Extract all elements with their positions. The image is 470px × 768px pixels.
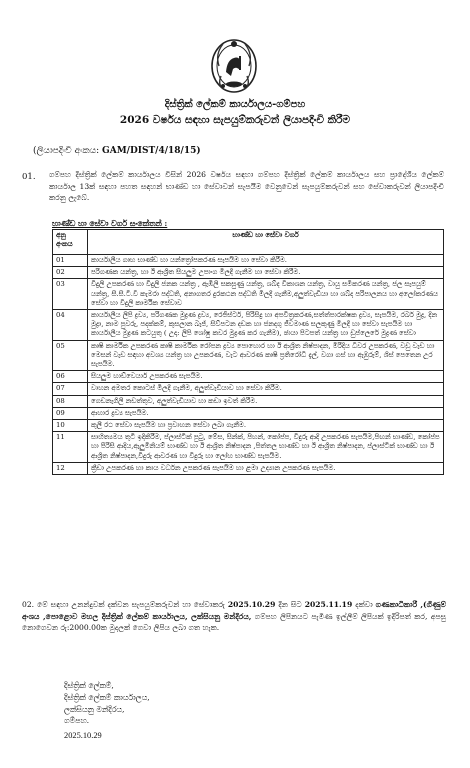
registration-end-date: 2025.11.19 (304, 600, 353, 609)
signature-office: දිස්ත්‍රික් ලේකම් කාර්යාලය, (64, 692, 150, 702)
row-number: 12 (53, 462, 88, 474)
row-number: 02 (53, 267, 88, 279)
reference-label: (ලියාපදිංචි අංකය: (33, 146, 100, 156)
row-number: 08 (53, 395, 88, 407)
table-header-row (53, 230, 444, 255)
row-number: 04 (53, 310, 88, 341)
registration-start-date: 2025.10.29 (227, 600, 276, 609)
table-row (53, 407, 444, 419)
row-number: 05 (53, 340, 88, 371)
row-number: 06 (53, 371, 88, 383)
table-row (53, 267, 444, 279)
table-row (53, 383, 444, 395)
row-number: 03 (53, 279, 88, 310)
schedule-caption: භාණ්ඩ හා සේවා වර්ග සංකේතන් : (52, 219, 168, 228)
document-title: 2026 වර්ෂය සඳහා සැපයුම්කරුවන් ලියාපදිංචි කිරීම (119, 114, 351, 126)
signature-city: ගම්පහ. (64, 716, 90, 726)
table-row (53, 310, 444, 341)
table-row (53, 279, 444, 310)
registration-reference (33, 146, 201, 156)
paragraph-2-text-a: මේ සඳහා උනන්දුවක් දක්වන සැපයුම්කරුවන් හා සේවාකරු (37, 600, 225, 609)
paragraph-2-text-c: දක්වා (355, 600, 373, 609)
row-description: සියලුම හාඩ්වෙයාර් උපකරණ සැපයීම. (88, 371, 444, 383)
paragraph-1-text: ගම්පහ දිස්ත්‍රික් ලේකම් කාර්යාලය විසින් 2026 වර්ෂය සඳහා ගම්පහ දිස්ත්‍රික් ලේකම් කාර්යාලය සහ ප්‍රාදේශීය ලේකම් කාර්යාල 13ක් සඳහා පහත සඳහන් භාණ්ඩ හා සේවාවන් සැපයීම වෙනුවෙන් සැපයුම්කරුවන් සහ සේවාකරුවන් ලියාපදිංචි කරනු ලැබේ. (49, 170, 444, 202)
row-description: වාහන අමතර කොටස් මිලදී ගැනීම, අලුත්වැඩියාව හා සේවා කිරීම. (88, 383, 444, 395)
sri-lanka-emblem-icon (209, 36, 259, 94)
paragraph-2-text-d: ගම්පහ ලිපිනයට පැමිණ ඉල්ලීම් ලිපියක් ඉදිරිපත් කර, අපසු නොගෙවන රු:2000.00ක මුදලක් ගෙවා ලිපිය ලබා ගත හැක. (22, 611, 446, 632)
row-description: ක්‍රීඩා උපකරණ හා කාය වර්ධන උපකරණ සැපයීම හා ළමා උද්‍යාන උපකරණ සැපයීම. (88, 462, 444, 474)
column-header-description: භාණ්ඩ හා සේවා වර්ග (88, 230, 444, 255)
paragraph-2 (22, 599, 446, 634)
signature-date: 2025.10.29 (64, 731, 102, 741)
column-header-number: අනු අංකය (53, 230, 88, 255)
table-row (53, 340, 444, 371)
row-description: ගෙඩනැගිලි නඩත්තුව, අලුත්වැඩියාව හා කඩා ඉවත් කිරීම. (88, 395, 444, 407)
paragraph-1-number: 01. (22, 172, 36, 182)
row-number: 07 (53, 383, 88, 395)
organization-title: දිස්ත්‍රික් ලේකම් කාර්යාලය-ගම්පහ (164, 99, 306, 110)
row-description: කාර්යාලීය ගෘහ භාණ්ඩ හා යන්ත්‍රෝපකරණ සැපයීම හා සේවා කිරීම. (88, 255, 444, 267)
signature-block (64, 680, 150, 742)
row-description: සාහිත්‍යමය තුටි ඉදිකිරීම, ප්ලාස්ටික් පුටු, මේස, සින්ක්, පිහන්, කෝප්ප, විදුරු ආදි උපකරණ සැපයීම,පිඟන් භාණ්ඩ, කෝප්ප හා පීරිසි ආදිය,ඇලුමිනියම් භාණ්ඩ හා ඊ ආශ්‍රිත නිෂ්පාදන ,පිත්තල භාණ්ඩ හා ඊ ආශ්‍රිත නිෂ්පාදන, ප්ලාස්ටික් භාණ්ඩ හා ඊ ආශ්‍රිත නිෂ්පාදන,විදුරු ආවරණ හා විදුරු හා ලෝහ භාණ්ඩ සැපයීම. (88, 432, 444, 463)
row-number: 01 (53, 255, 88, 267)
paragraph-2-text-b: දින සිට (278, 600, 302, 609)
row-number: 11 (53, 432, 88, 463)
services-table (52, 229, 444, 475)
table-row (53, 432, 444, 463)
table-row (53, 420, 444, 432)
row-number: 10 (53, 420, 88, 432)
row-description: කුලී රථ සේවා සැපයීම හා ප්‍රවාහන සේවා ලබා ගැනීම. (88, 420, 444, 432)
table-row (53, 395, 444, 407)
row-description: කාර්යාලීය ලිපි ද්‍රව්‍ය, පරිගණක මුද්‍රණ ද්‍රව්‍ය, රෙජිස්ටර්, පිරිසිදු හා අපවිත්‍රකරණ,සත්ත්පාරක්ෂක ද්‍රව්‍ය, සැපයීම, රබර් මුද්‍ර, දින මුද්‍රා, නාම පුවරු, පදක්කම්, කුසලාන බැජ්, සිව්පටන දඩක හා ජනදගු ජීවමාණ සලකුණු මිලදී හා සේවා සැපයීම හා කාර්යාලීය මුද්‍රණ කටයුතු ( උදා: ලිපි ශෝෂු කවර මුද්‍රණ කර ගැනීම), ඡායා පිටපත් යන්ත්‍ර හා ඩුප්ලෙරේ මුද්‍රණ සේවා (88, 310, 444, 341)
table-row (53, 462, 444, 474)
reference-number: GAM/DIST/4/18/15) (102, 146, 201, 156)
office-address: ගණකාධිකාරී ,(ගිණුම් අංශය ,පොළොව මහල දිස්ත්‍රික් ලේකම් කාර්යාලය, ලක්සියනු මන්දිරය, (22, 600, 446, 621)
table-row (53, 371, 444, 383)
signature-building: ලක්සියනු මන්දිරය, (64, 704, 125, 714)
paragraph-2-number: 02. (22, 600, 35, 609)
signature-title: දිස්ත්‍රික් ලේකම්, (64, 681, 114, 690)
row-description: ආහාර ද්‍රව්‍ය සැපයීම. (88, 407, 444, 419)
table-row (53, 255, 444, 267)
row-description: පරිගණක යන්ත්‍ර, හා ඊ ආශ්‍රිත සියලුම උපාංග මිලදී ගැනීම හා සේවා කිරීම. (88, 267, 444, 279)
row-number: 09 (53, 407, 88, 419)
row-description: විදුලි උපකරණ හා විදුලි ජනක යන්ත්‍ර , ඇඹිලි සකසුණු යන්ත්‍ර, ශබ්ද විකාශන යන්ත්‍ර, වායු සමීකරණ යන්ත්‍ර, ජල සැපයුම් යන්ත්‍ර, සී.සී.ටී.වී කැමරා පද්ධති, අනාගතර දුරකථන පද්ධති මිලදී ගැනීම,අලුත්වැඩියා හා ශබ්ද පරිපාලනය හා අලෝකරණය සේවා හා විදුලි කාර්මික සේවාව (88, 279, 444, 310)
row-description: කෘෂි කාර්මික උපකරණ කෘෂි කාර්මික රෝපන ද්‍රව්‍ය පොහොර හා ඊ ආශ්‍රිත නිෂ්පාදන, මිරිදිය ධීවර උපකරණ, වඩු වැඩ හා මෙසන් වැඩ සඳහා අවශ්‍ය යන්ත්‍ර හා උපකරණ, වැට ආවරණ කෘෂි ප්‍රතිරෝධි දැල්, වගා ගස් හා ඇඹුරුම්, ශිස් පෙතෙන උර සැපයීම. (88, 340, 444, 371)
